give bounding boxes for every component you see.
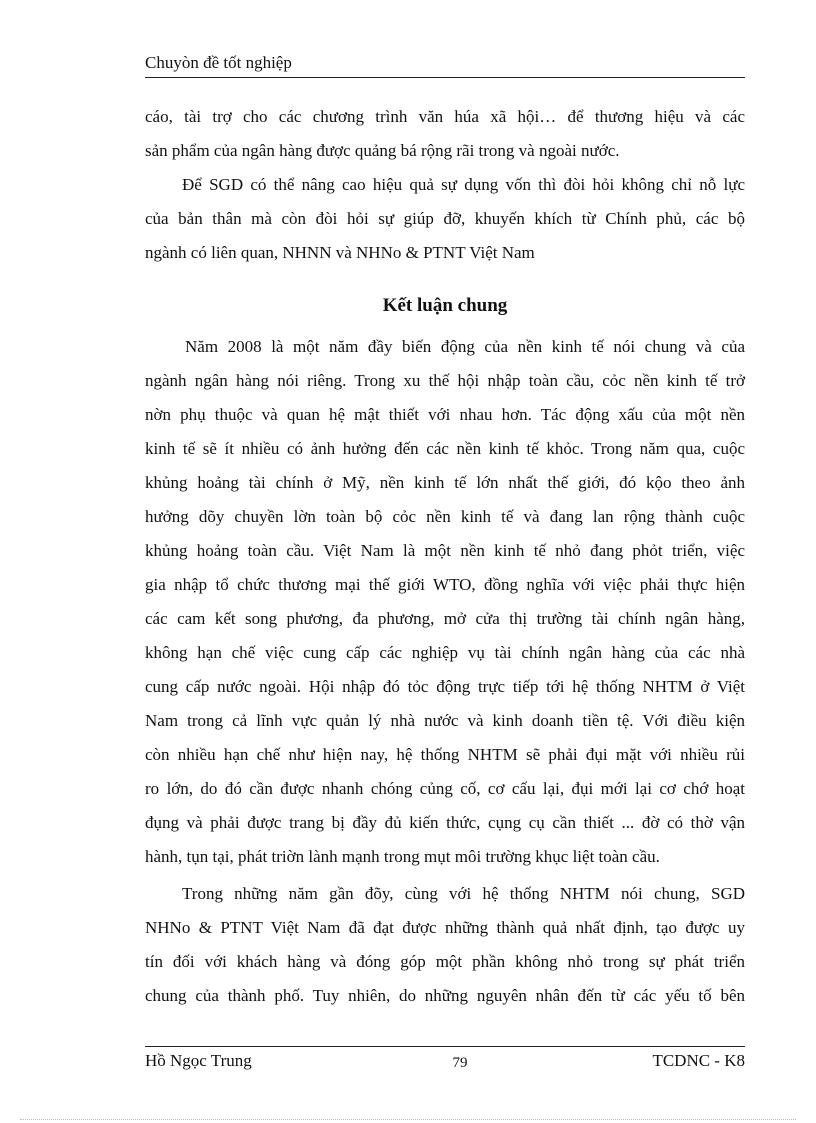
paragraph-line: còn nhiều hạn chế như hiện nay, hệ thống NHTM sẽ phải đụi mặt với nhiều rủi bbox=[145, 745, 745, 764]
paragraph-line: ngành có liên quan, NHNN và NHNo & PTNT Việt Nam bbox=[145, 243, 535, 262]
paragraph-line: NHNo & PTNT Việt Nam đã đạt được những thành quả nhất định, tạo được uy bbox=[145, 918, 745, 937]
paragraph-line: cung cấp nước ngoài. Hội nhập đó tỏc động trực tiếp tới hệ thống NHTM ở Việt bbox=[145, 677, 745, 696]
paragraph-line: hành, tụn tại, phát triờn lành mạnh trong mụt môi trường khục liệt toàn cầu. bbox=[145, 847, 660, 866]
paragraph-line: cáo, tài trợ cho các chương trình văn húa xã hội… để thương hiệu và các bbox=[145, 107, 745, 126]
paragraph-line: tín đối với khách hàng và đóng góp một phần không nhỏ trong sự phát triển bbox=[145, 952, 745, 971]
paragraph-line: ro lớn, do đó cần được nhanh chóng củng cố, cơ cấu lại, đụi mới lại cơ chớ hoạt bbox=[145, 779, 745, 798]
header-title: Chuyòn đề tốt nghiệp bbox=[145, 53, 292, 72]
paragraph-line: khủng hoảng tài chính ở Mỹ, nền kinh tế lớn nhất thế giới, đó kộo theo ảnh bbox=[145, 473, 745, 492]
footer-class-code: TCDNC - K8 bbox=[652, 1051, 745, 1070]
paragraph-line: kinh tế sẽ ít nhiều có ảnh hưởng đến các nền kinh tế khỏc. Trong năm qua, cuộc bbox=[145, 439, 745, 458]
footer-divider bbox=[145, 1046, 745, 1047]
section-heading: Kết luận chung bbox=[382, 295, 508, 316]
page-header bbox=[145, 52, 745, 78]
paragraph-line: Năm 2008 là một năm đầy biến động của nền kinh tế nói chung và của bbox=[185, 337, 745, 356]
paragraph-line: không hạn chế việc cung cấp các nghiệp vụ tài chính ngân hàng của các nhà bbox=[145, 643, 745, 662]
paragraph-line: Để SGD có thể nâng cao hiệu quả sự dụng vốn thì đòi hỏi không chỉ nỗ lực bbox=[182, 175, 745, 194]
page-edge-divider bbox=[20, 1119, 796, 1120]
paragraph-line: Trong những năm gần đõy, cùng với hệ thống NHTM nói chung, SGD bbox=[182, 884, 745, 903]
paragraph-line: khủng hoảng toàn cầu. Việt Nam là một nền kinh tế nhỏ đang phỏt triển, việc bbox=[145, 541, 745, 560]
footer-author: Hồ Ngọc Trung bbox=[145, 1051, 252, 1070]
paragraph-line: các cam kết song phương, đa phương, mở cửa thị trường tài chính ngân hàng, bbox=[145, 609, 745, 628]
paragraph-line: hưởng dõy chuyền lờn toàn bộ cỏc nền kinh tế và đang lan rộng thành cuộc bbox=[145, 507, 745, 526]
paragraph-line: ngành ngân hàng nói riêng. Trong xu thế hội nhập toàn cầu, cỏc nền kinh tế trở bbox=[145, 371, 745, 390]
paragraph-line: gia nhập tổ chức thương mại thế giới WTO, đồng nghĩa với việc phải thực hiện bbox=[145, 575, 745, 594]
paragraph-line: sản phẩm của ngân hàng được quảng bá rộng rãi trong và ngoài nước. bbox=[145, 141, 620, 160]
paragraph-line: nờn phụ thuộc và quan hệ mật thiết với nhau hơn. Tác động xấu của một nền bbox=[145, 405, 745, 424]
paragraph-line: đụng và phải được trang bị đầy đủ kiến thức, cụng cụ cần thiết ... đờ có thờ vận bbox=[145, 813, 745, 832]
paragraph-line: Nam trong cả lĩnh vực quản lý nhà nước và kinh doanh tiền tệ. Với điều kiện bbox=[145, 711, 745, 730]
paragraph-line: chung của thành phố. Tuy nhiên, do những nguyên nhân đến từ các yếu tố bên bbox=[145, 986, 745, 1005]
paragraph-line: của bản thân mà còn đòi hỏi sự giúp đỡ, khuyến khích từ Chính phủ, các bộ bbox=[145, 209, 745, 228]
page-number: 79 bbox=[452, 1055, 468, 1071]
